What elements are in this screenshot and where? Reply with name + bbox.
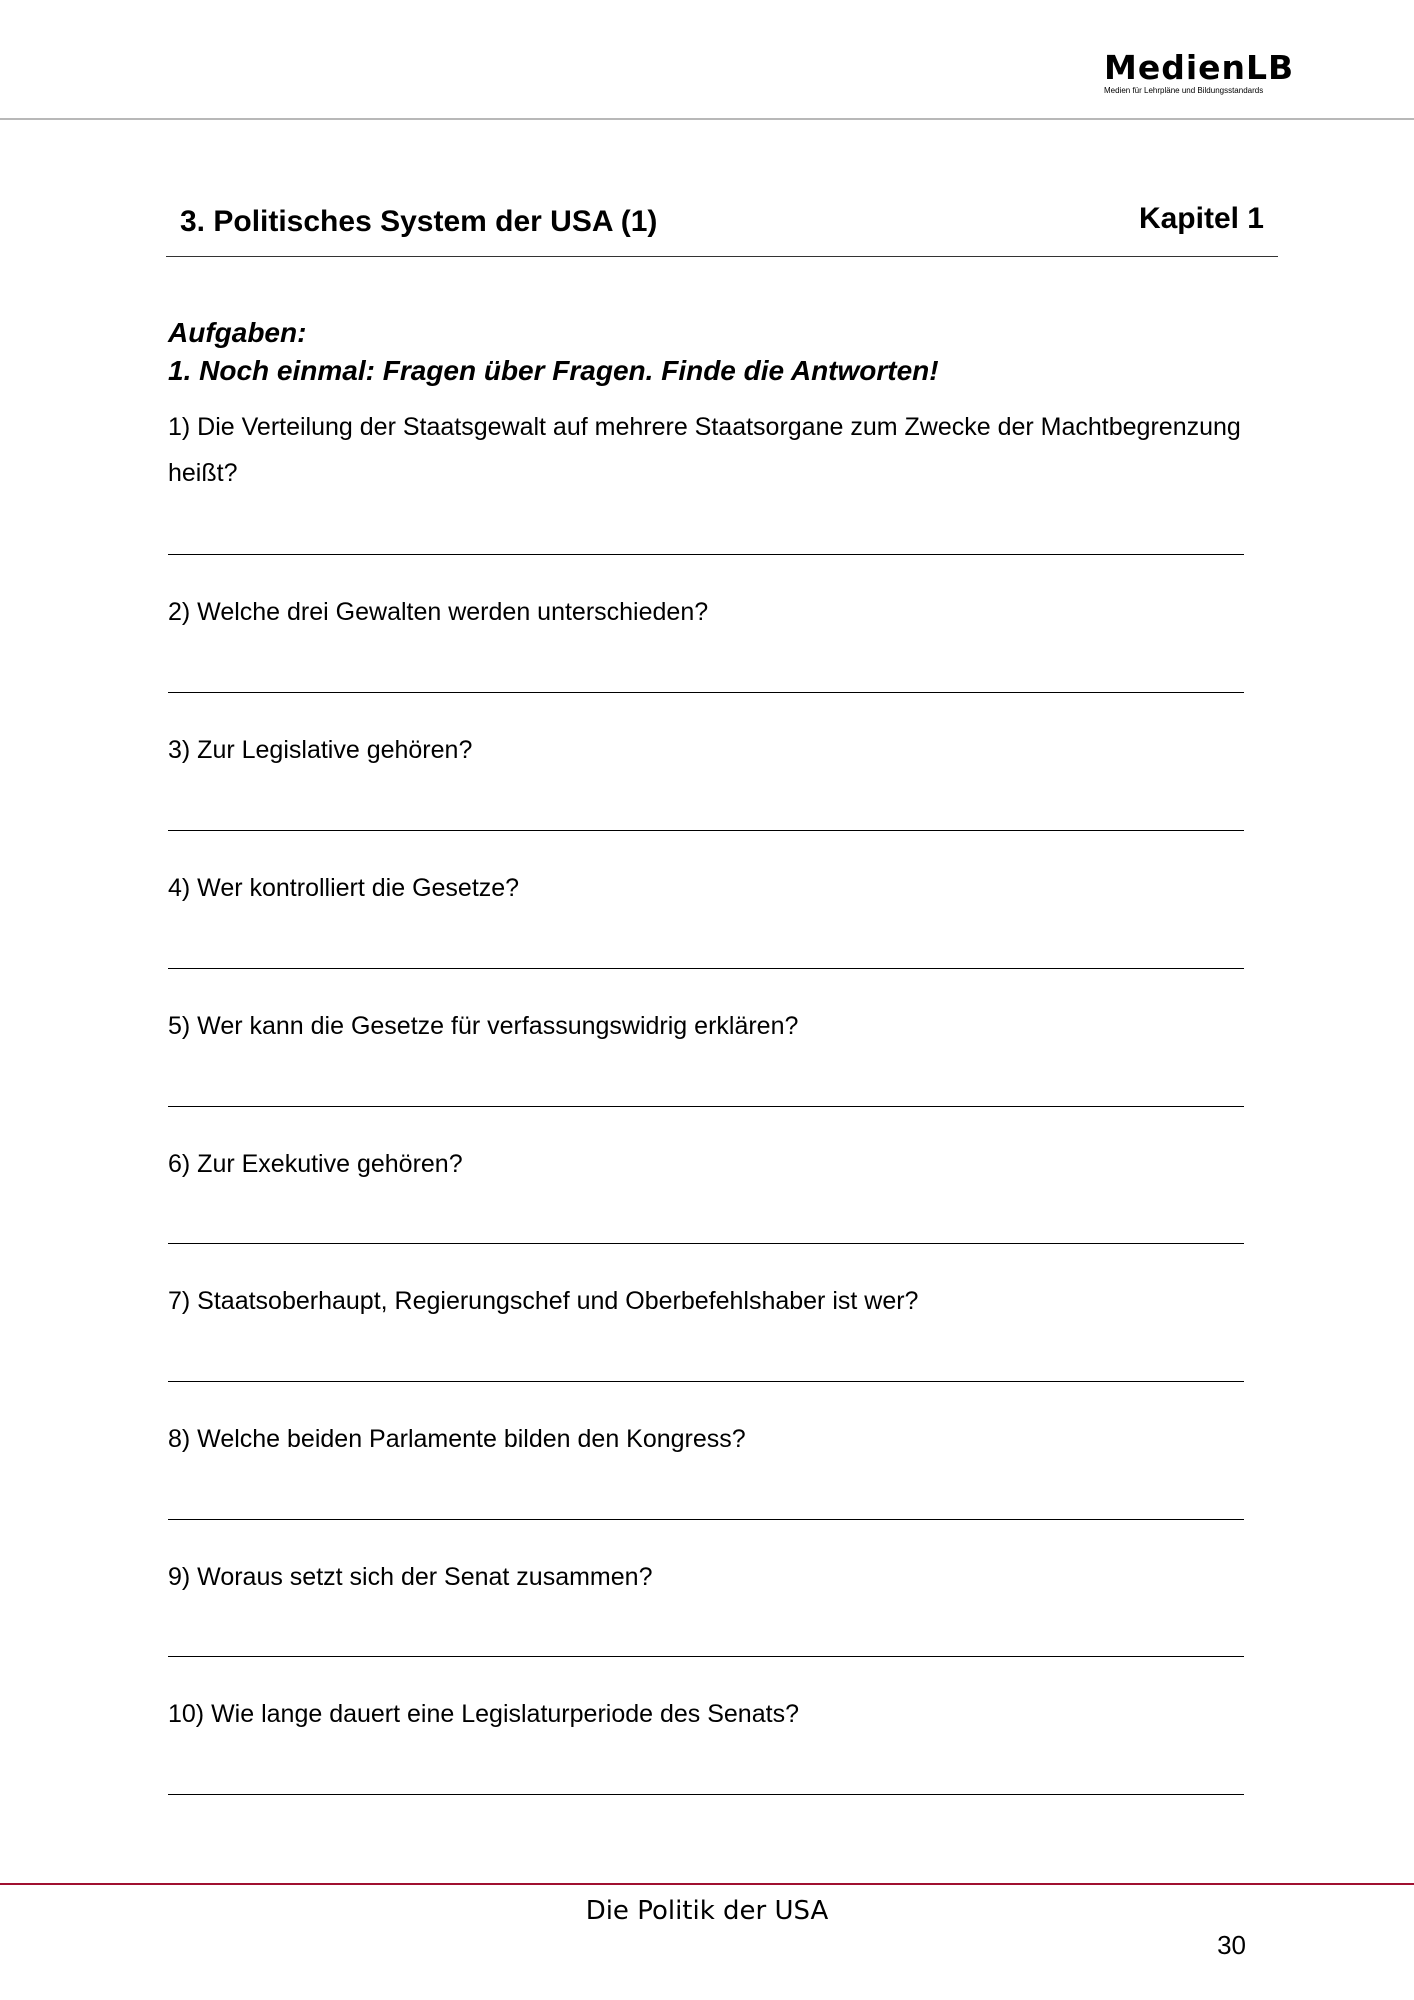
question-10: 10) Wie lange dauert eine Legislaturperiode des Senats? [168,1700,799,1728]
question-6: 6) Zur Exekutive gehören? [168,1150,463,1178]
answer-line-2[interactable] [168,692,1244,693]
medienlb-logo [1104,50,1296,96]
page-number: 30 [1217,1930,1246,1960]
answer-line-5[interactable] [168,1106,1244,1107]
answer-line-1[interactable] [168,554,1244,555]
question-8: 8) Welche beiden Parlamente bilden den Kongress? [168,1425,746,1453]
question-2: 2) Welche drei Gewalten werden unterschieden? [168,598,709,626]
question-7: 7) Staatsoberhaupt, Regierungschef und Oberbefehlshaber ist wer? [168,1287,919,1315]
page-title: 3. Politisches System der USA (1) [180,205,658,238]
answer-line-4[interactable] [168,968,1244,969]
header-divider [0,118,1414,120]
question-5: 5) Wer kann die Gesetze für verfassungswidrig erklären? [168,1012,799,1040]
answer-line-7[interactable] [168,1381,1244,1382]
title-row [166,200,1278,257]
question-3: 3) Zur Legislative gehören? [168,736,473,764]
logo-tagline: Medien für Lehrpläne und Bildungsstandards [1104,86,1264,95]
answer-line-8[interactable] [168,1519,1244,1520]
tasks-heading: Aufgaben: [168,317,307,348]
chapter-label: Kapitel 1 [1138,202,1264,235]
question-1: 1) Die Verteilung der Staatsgewalt auf mehrere Staatsorgane zum Zwecke der Machtbegrenzung heißt? [168,413,1241,487]
question-4: 4) Wer kontrolliert die Gesetze? [168,874,520,902]
answer-line-6[interactable] [168,1243,1244,1244]
answer-line-10[interactable] [168,1794,1244,1795]
logo-name: MedienLB [1104,48,1295,87]
answer-line-3[interactable] [168,830,1244,831]
answer-line-9[interactable] [168,1656,1244,1657]
task-instruction: 1. Noch einmal: Fragen über Fragen. Finde die Antworten! [168,355,939,386]
footer-divider [0,1883,1414,1885]
footer-title: Die Politik der USA [585,1896,829,1926]
question-9: 9) Woraus setzt sich der Senat zusammen? [168,1563,653,1591]
